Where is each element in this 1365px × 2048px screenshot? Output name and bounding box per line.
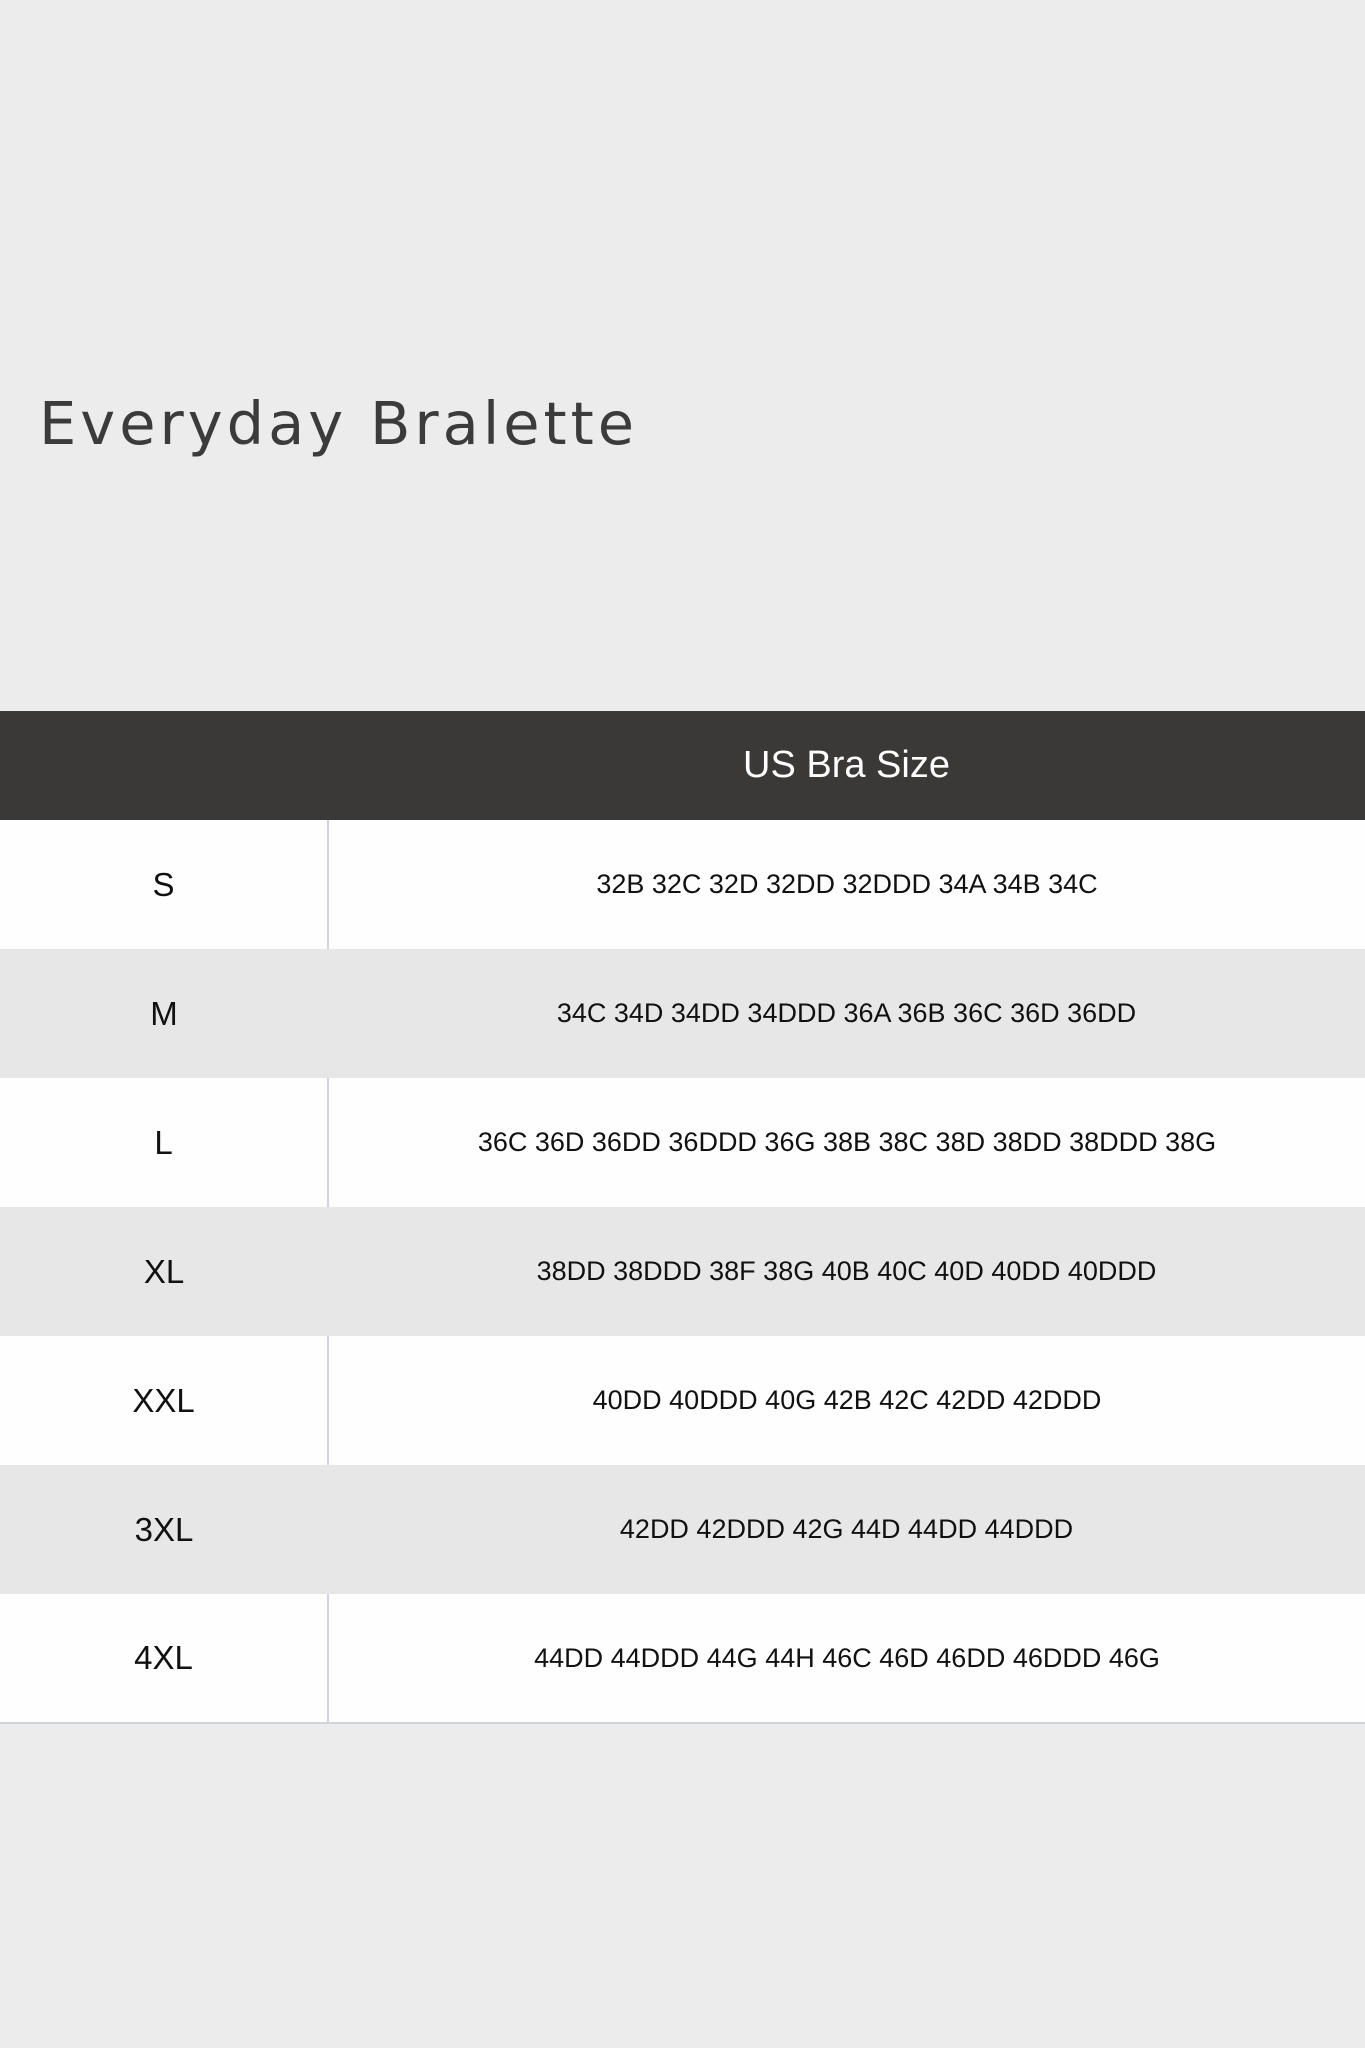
table-header-row: [0, 711, 1365, 820]
size-cell: L: [0, 1078, 328, 1207]
table-row: [0, 1336, 1365, 1465]
table-row: [0, 1078, 1365, 1207]
table-row: [0, 1207, 1365, 1336]
bra-sizes-cell: 32B 32C 32D 32DD 32DDD 34A 34B 34C: [596, 869, 1098, 899]
bra-sizes-cell: 40DD 40DDD 40G 42B 42C 42DD 42DDD: [592, 1385, 1102, 1415]
size-column-header: [0, 711, 328, 820]
table-row: [0, 1465, 1365, 1594]
size-cell: XXL: [0, 1336, 328, 1465]
size-chart-table: [0, 711, 1365, 1724]
size-cell: M: [150, 994, 178, 1032]
bra-sizes-cell: 36C 36D 36DD 36DDD 36G 38B 38C 38D 38DD 38DDD 38G: [477, 1127, 1217, 1157]
table-row: [0, 949, 1365, 1078]
size-cell: XL: [143, 1252, 185, 1290]
bra-sizes-cell: 34C 34D 34DD 34DDD 36A 36B 36C 36D 36DD: [556, 998, 1137, 1028]
bra-sizes-cell: 44DD 44DDD 44G 44H 46C 46D 46DD 46DDD 46G: [328, 1594, 1365, 1723]
page-title: Everyday Bralette: [39, 389, 639, 458]
bra-sizes-cell: 38DD 38DDD 38F 38G 40B 40C 40D 40DD 40DDD: [536, 1256, 1157, 1286]
table-row: [0, 1594, 1365, 1723]
size-cell: S: [0, 820, 328, 949]
us-bra-size-column-header: US Bra Size: [743, 744, 950, 786]
size-cell: 4XL: [0, 1594, 328, 1723]
table-row: [0, 820, 1365, 949]
size-cell: 3XL: [134, 1510, 194, 1548]
bra-sizes-cell: 42DD 42DDD 42G 44D 44DD 44DDD: [619, 1514, 1074, 1544]
